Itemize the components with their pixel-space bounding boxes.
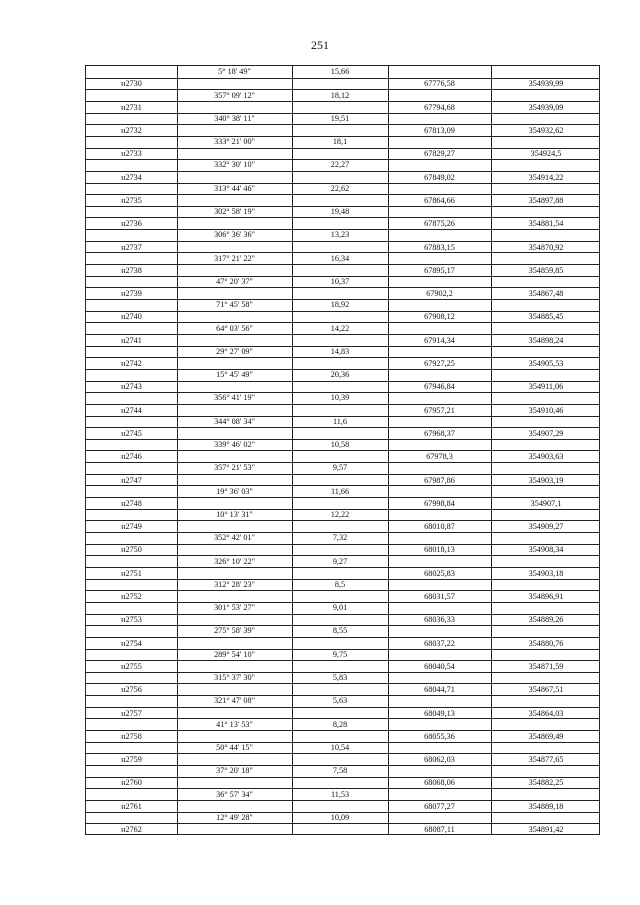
point-name: н2761 xyxy=(121,801,142,811)
bearing-angle: 37° 20' 18" xyxy=(216,766,253,776)
point-name: н2739 xyxy=(121,289,142,299)
bearing-angle: 10° 13' 31" xyxy=(216,509,253,519)
coord-x: 68087,11 xyxy=(424,825,455,835)
coord-y: 354889,26 xyxy=(528,615,564,625)
segment-length: 7,32 xyxy=(332,533,348,543)
point-name: н2734 xyxy=(121,172,142,182)
point-name: н2738 xyxy=(121,265,142,275)
coord-x: 67849,02 xyxy=(424,172,455,182)
coord-x: 67998,84 xyxy=(424,498,455,508)
point-name: н2731 xyxy=(121,102,142,112)
point-name: н2744 xyxy=(121,405,142,415)
coord-x: 67978,3 xyxy=(426,452,453,462)
coord-x: 68062,03 xyxy=(424,755,455,765)
coord-y: 354881,54 xyxy=(528,219,564,229)
bearing-angle: 71° 45' 58" xyxy=(216,300,253,310)
coord-y: 354903,18 xyxy=(528,568,564,578)
point-name: н2757 xyxy=(121,708,142,718)
bearing-angle: 315° 37' 30" xyxy=(214,673,255,682)
segment-length: 19,51 xyxy=(330,113,350,123)
coord-y: 354907,29 xyxy=(528,428,564,438)
coord-y: 354939,99 xyxy=(528,79,564,89)
coord-x: 68010,87 xyxy=(424,522,455,532)
coord-x: 68031,57 xyxy=(424,592,455,602)
coord-x: 68068,06 xyxy=(424,778,455,788)
point-name: н2751 xyxy=(121,568,142,578)
coord-x: 67946,84 xyxy=(424,382,455,392)
coord-x: 67895,17 xyxy=(424,265,455,275)
bearing-angle: 36° 57' 34" xyxy=(216,789,253,799)
segment-length: 10,58 xyxy=(330,440,350,449)
segment-length: 9,75 xyxy=(332,649,348,659)
point-name: н2755 xyxy=(121,661,142,671)
bearing-angle: 357° 21' 53" xyxy=(214,463,255,473)
coord-y: 354914,22 xyxy=(528,172,564,182)
point-name: н2737 xyxy=(121,242,142,252)
coord-y: 354889,18 xyxy=(528,801,564,811)
point-name: н2762 xyxy=(121,825,142,835)
bearing-angle: 275° 58' 39" xyxy=(214,626,255,636)
coord-x: 68037,22 xyxy=(424,638,455,648)
point-name: н2745 xyxy=(121,428,142,438)
coord-x: 68044,71 xyxy=(424,685,455,695)
bearing-angle: 47° 20' 37" xyxy=(216,276,253,286)
segment-length: 22,62 xyxy=(330,183,350,193)
point-name: н2748 xyxy=(121,498,142,508)
point-name: н2736 xyxy=(121,219,142,229)
coord-x: 67794,68 xyxy=(424,102,455,112)
coord-y: 354907,1 xyxy=(530,498,562,508)
coord-x: 68025,83 xyxy=(424,568,455,578)
coord-y: 354870,92 xyxy=(528,242,564,252)
point-name: н2742 xyxy=(121,359,142,369)
coord-y: 354880,76 xyxy=(528,638,564,648)
coord-x: 67829,27 xyxy=(424,149,455,159)
segment-length: 8,5 xyxy=(334,579,346,589)
coord-x: 67776,58 xyxy=(424,79,455,89)
bearing-angle: 306° 36' 36" xyxy=(214,230,255,240)
point-name: н2743 xyxy=(121,382,142,392)
coord-y: 354932,62 xyxy=(528,126,564,136)
coord-y: 354867,48 xyxy=(528,289,564,299)
point-name: н2735 xyxy=(121,195,142,205)
point-name: н2752 xyxy=(121,592,142,602)
bearing-angle: 313° 44' 46" xyxy=(214,183,255,193)
bearing-angle: 326° 10' 22" xyxy=(214,556,255,566)
point-name: н2759 xyxy=(121,755,142,765)
segment-length: 8,28 xyxy=(332,719,348,729)
segment-length: 10,54 xyxy=(330,742,350,752)
coord-y: 354891,42 xyxy=(528,825,564,835)
segment-length: 18,92 xyxy=(330,300,350,310)
coord-x: 68040,54 xyxy=(424,661,455,671)
segment-length: 9,27 xyxy=(332,556,348,566)
coord-y: 354882,25 xyxy=(528,778,564,788)
coord-y: 354905,53 xyxy=(528,359,564,369)
coord-x: 67883,15 xyxy=(424,242,455,252)
bearing-angle: 41° 13' 53" xyxy=(216,719,253,729)
coord-y: 354885,45 xyxy=(528,312,564,322)
coord-x: 67875,26 xyxy=(424,219,455,229)
bearing-angle: 19° 36' 03" xyxy=(216,486,253,496)
segment-length: 14,22 xyxy=(330,323,350,333)
bearing-angle: 12° 49' 28" xyxy=(216,812,253,822)
coord-y: 354871,59 xyxy=(528,661,564,671)
bearing-angle: 29° 27' 09" xyxy=(216,346,253,356)
point-name: н2740 xyxy=(121,312,142,322)
point-name: н2753 xyxy=(121,615,142,625)
coord-y: 354909,27 xyxy=(528,522,564,532)
coord-x: 67957,21 xyxy=(424,405,455,415)
point-name: н2747 xyxy=(121,475,142,485)
coord-x: 68049,13 xyxy=(424,708,455,718)
bearing-angle: 5° 18' 49" xyxy=(218,67,251,77)
bearing-angle: 344° 08' 34" xyxy=(214,416,255,426)
point-name: н2746 xyxy=(121,452,142,462)
coord-x: 68036,33 xyxy=(424,615,455,625)
coord-y: 354864,03 xyxy=(528,708,564,718)
segment-length: 11,66 xyxy=(330,486,350,496)
segment-length: 19,48 xyxy=(330,207,350,216)
bearing-angle: 352° 42' 01" xyxy=(214,533,255,543)
segment-length: 20,36 xyxy=(330,370,350,380)
coord-x: 67968,37 xyxy=(424,428,455,438)
coord-y: 354896,91 xyxy=(528,592,564,602)
point-name: н2733 xyxy=(121,149,142,159)
coord-x: 68077,27 xyxy=(424,801,455,811)
segment-length: 16,34 xyxy=(330,253,350,263)
coord-y: 354898,24 xyxy=(528,335,564,345)
bearing-angle: 50° 44' 15" xyxy=(216,742,253,752)
coord-y: 354897,88 xyxy=(528,195,564,205)
bearing-angle: 15° 45' 49" xyxy=(216,370,253,380)
segment-length: 7,58 xyxy=(332,766,348,776)
coord-y: 354924,5 xyxy=(530,149,562,159)
coord-y: 354910,46 xyxy=(528,405,564,415)
coord-y: 354908,34 xyxy=(528,545,564,555)
bearing-angle: 301° 53' 27" xyxy=(214,603,255,613)
point-name: н2741 xyxy=(121,335,142,345)
point-name: н2730 xyxy=(121,79,142,89)
segment-length: 13,23 xyxy=(330,230,350,240)
coord-x: 67927,25 xyxy=(424,359,455,369)
coordinates-table xyxy=(85,65,600,835)
bearing-angle: 64° 03' 56" xyxy=(216,323,253,333)
bearing-angle: 312° 28' 23" xyxy=(214,579,255,589)
segment-length: 11,6 xyxy=(332,416,348,426)
bearing-angle: 357° 09' 12" xyxy=(214,90,255,100)
point-name: н2756 xyxy=(121,685,142,695)
coord-x: 67813,09 xyxy=(424,126,455,136)
page-number: 251 xyxy=(311,38,329,52)
point-name: н2749 xyxy=(121,522,142,532)
bearing-angle: 302° 58' 19" xyxy=(214,207,255,216)
point-name: н2750 xyxy=(121,545,142,555)
bearing-angle: 289° 54' 10" xyxy=(214,649,255,659)
coord-x: 67987,86 xyxy=(424,475,455,485)
bearing-angle: 356° 41' 19" xyxy=(214,393,255,403)
segment-length: 10,37 xyxy=(330,276,350,286)
segment-length: 14,83 xyxy=(330,346,350,356)
coord-x: 67908,12 xyxy=(424,312,455,322)
coord-y: 354903,19 xyxy=(528,475,564,485)
segment-length: 10,39 xyxy=(330,393,350,403)
bearing-angle: 340° 38' 11" xyxy=(214,113,255,123)
segment-length: 5,63 xyxy=(332,696,348,706)
segment-length: 5,83 xyxy=(332,673,348,682)
bearing-angle: 339° 46' 02" xyxy=(214,440,255,449)
coord-y: 354877,65 xyxy=(528,755,564,765)
segment-length: 8,55 xyxy=(332,626,348,636)
coord-x: 68018,13 xyxy=(424,545,455,555)
segment-length: 22,27 xyxy=(330,160,350,170)
coord-y: 354939,09 xyxy=(528,102,564,112)
coord-x: 67902,2 xyxy=(426,289,453,299)
coord-y: 354903,63 xyxy=(528,452,564,462)
bearing-angle: 332° 30' 10" xyxy=(214,160,255,170)
coord-y: 354867,51 xyxy=(528,685,564,695)
point-name: н2754 xyxy=(121,638,142,648)
coord-y: 354869,49 xyxy=(528,731,564,741)
point-name: н2758 xyxy=(121,731,142,741)
bearing-angle: 317° 21' 22" xyxy=(214,253,255,263)
segment-length: 9,01 xyxy=(332,603,348,613)
bearing-angle: 333° 21' 00" xyxy=(214,137,255,147)
segment-length: 9,57 xyxy=(332,463,348,473)
segment-length: 12,22 xyxy=(330,509,350,519)
coord-y: 354859,85 xyxy=(528,265,564,275)
segment-length: 18,1 xyxy=(332,137,348,147)
bearing-angle: 321° 47' 08" xyxy=(214,696,255,706)
coord-x: 67864,66 xyxy=(424,195,455,205)
point-name: н2760 xyxy=(121,778,142,788)
coord-x: 67914,34 xyxy=(424,335,455,345)
segment-length: 11,53 xyxy=(330,789,350,799)
coord-x: 68055,36 xyxy=(424,731,455,741)
segment-length: 15,66 xyxy=(330,67,350,77)
point-name: н2732 xyxy=(121,126,142,136)
segment-length: 18,12 xyxy=(330,90,350,100)
segment-length: 10,09 xyxy=(330,812,350,822)
coord-y: 354911,06 xyxy=(528,382,564,392)
